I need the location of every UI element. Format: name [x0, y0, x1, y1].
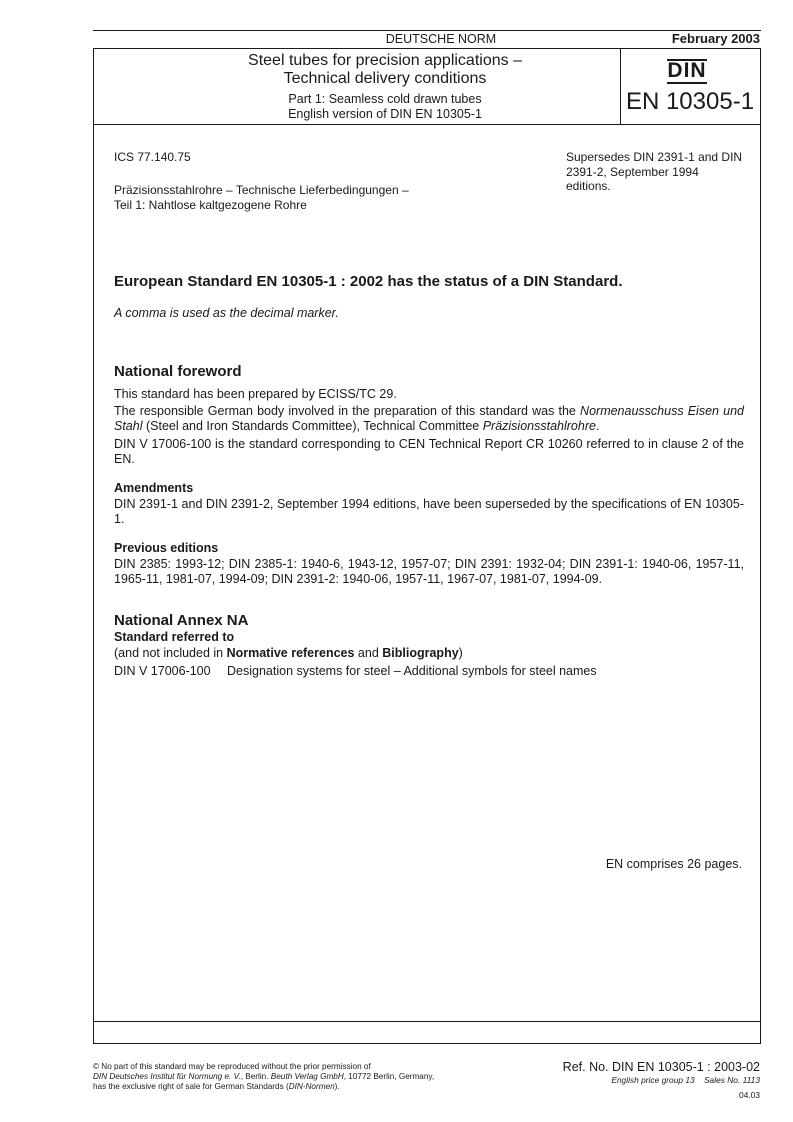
copyright-beuth-verlag: Beuth Verlag GmbH — [270, 1071, 344, 1081]
decimal-marker-note: A comma is used as the decimal marker. — [114, 306, 339, 320]
copyright-line-2 — [93, 1072, 493, 1082]
foreword-p2-committee: Normenausschuss Eisen und Stahl — [114, 404, 744, 433]
standard-referred-heading: Standard referred to — [114, 630, 235, 644]
title-line-1: Steel tubes for precision applications – — [248, 52, 522, 69]
sales-number: Sales No. 1113 — [703, 1075, 760, 1085]
bottom-divider — [93, 1021, 761, 1022]
document-type-label: DEUTSCHE NORM — [385, 32, 497, 46]
din-logo-text: DIN — [667, 59, 707, 82]
german-title-line-2: Teil 1: Nahtlose kaltgezogene Rohre — [114, 197, 307, 212]
din-logo — [666, 58, 708, 84]
title-line-2: Technical delivery conditions — [283, 70, 487, 87]
din-box-divider — [620, 48, 621, 124]
publication-date: February 2003 — [671, 31, 760, 46]
copyright-line-2-text-a: , Berlin. — [240, 1071, 271, 1081]
version-note: English version of DIN EN 10305-1 — [288, 107, 482, 121]
foreword-p2-text-a: The responsible German body involved in the preparation of this standard was the — [114, 404, 581, 418]
amendments-text: DIN 2391-1 and DIN 2391-2, September 1994 editions, have been superseded by the specifications of EN 10305-1. — [114, 497, 744, 526]
annex-note — [114, 646, 744, 661]
reference-number: Ref. No. DIN EN 10305-1 : 2003-02 — [562, 1060, 760, 1074]
national-foreword-heading: National foreword — [114, 363, 242, 380]
previous-editions-text: DIN 2385: 1993-12; DIN 2385-1: 1940-6, 1943-12, 1957-07; DIN 2391: 1932-04; DIN 2391-1: 1940-06, 1957-11, 1965-11, 1981-07, 1994-09; DIN 2391-2: 1940-06, 1957-11, 1967-07, 1981-07, 1994-09. — [114, 557, 744, 586]
copyright-notice — [93, 1062, 493, 1091]
status-heading: European Standard EN 10305-1 : 2002 has the status of a DIN Standard. — [114, 273, 623, 290]
supersedes-note: Supersedes DIN 2391-1 and DIN 2391-2, September 1994 editions. — [566, 150, 743, 193]
page-count: EN comprises 26 pages. — [605, 857, 742, 871]
copyright-line-3-text-b: ). — [334, 1081, 340, 1091]
price-group: English price group 13 — [611, 1075, 695, 1085]
annex-note-bibliography: Bibliography — [382, 646, 459, 660]
foreword-paragraph-3: DIN V 17006-100 is the standard corresponding to CEN Technical Report CR 10260 referred to in clause 2 of the EN. — [114, 437, 744, 466]
print-date-code: 04.03 — [739, 1090, 760, 1100]
german-title-line-1: Präzisionsstahlrohre – Technische Lieferbedingungen – — [114, 183, 409, 197]
title-block — [150, 52, 620, 122]
referenced-standard-code: DIN V 17006-100 — [114, 664, 211, 678]
foreword-paragraph-2 — [114, 404, 744, 434]
copyright-line-1: © No part of this standard may be reproduced without the prior permission of — [93, 1062, 371, 1071]
annex-note-normative-refs: Normative references — [226, 646, 355, 660]
annex-note-text-a: (and not included in — [114, 646, 227, 660]
part-title: Part 1: Seamless cold drawn tubes — [288, 92, 482, 106]
copyright-din-institute: DIN Deutsches Institut für Normung e. V. — [93, 1071, 241, 1081]
copyright-line-3-text-a: has the exclusive right of sale for German Standards ( — [93, 1081, 289, 1091]
copyright-line-3 — [93, 1082, 493, 1092]
amendments-heading: Amendments — [114, 481, 194, 495]
previous-editions-heading: Previous editions — [114, 541, 219, 555]
national-annex-heading: National Annex NA — [114, 612, 249, 629]
referenced-standard-title: Designation systems for steel – Additional symbols for steel names — [227, 664, 597, 678]
foreword-p2-technical-committee: Präzisionsstahlrohre — [482, 419, 596, 433]
din-logo-bottom-bar — [667, 82, 707, 84]
din-logo-top-bar — [667, 59, 707, 61]
copyright-din-normen: DIN-Normen — [288, 1081, 335, 1091]
annex-note-text-c: ) — [458, 646, 463, 660]
foreword-p2-text-c: . — [595, 419, 600, 433]
title-divider — [93, 124, 761, 125]
ics-code: ICS 77.140.75 — [114, 150, 191, 164]
standard-number: EN 10305-1 — [625, 88, 755, 115]
foreword-paragraph-1: This standard has been prepared by ECISS/TC 29. — [114, 387, 397, 401]
price-and-sales — [520, 1075, 760, 1086]
annex-note-text-mid: and — [354, 646, 383, 660]
german-title — [114, 183, 534, 212]
foreword-p2-text-b: (Steel and Iron Standards Committee), Technical Committee — [142, 419, 483, 433]
copyright-line-2-text-b: , 10772 Berlin, Germany, — [343, 1071, 435, 1081]
